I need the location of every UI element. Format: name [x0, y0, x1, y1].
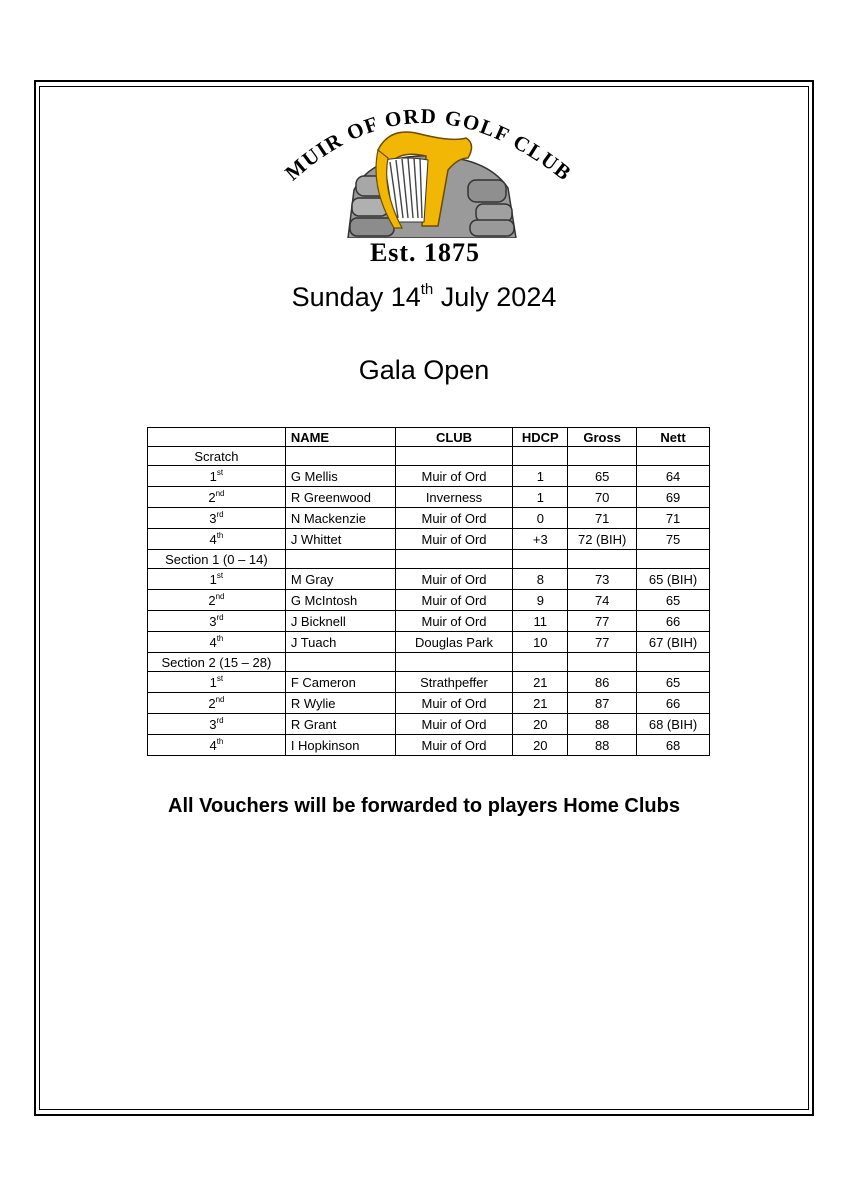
nett-score: 68 — [637, 735, 710, 756]
position-suffix: rd — [216, 509, 224, 519]
header-position — [148, 428, 286, 447]
position-suffix: st — [216, 467, 224, 477]
empty-cell — [568, 447, 637, 466]
position-cell — [148, 529, 286, 550]
club-name: Muir of Ord — [395, 508, 513, 529]
section-title: Section 2 (15 – 28) — [148, 653, 286, 672]
gross-score: 70 — [568, 487, 637, 508]
empty-cell — [637, 550, 710, 569]
position-number: 3 — [209, 510, 217, 526]
handicap: 9 — [513, 590, 568, 611]
event-date — [0, 282, 848, 313]
position-number: 4 — [209, 634, 217, 650]
handicap: +3 — [513, 529, 568, 550]
club-name: Muir of Ord — [395, 714, 513, 735]
club-logo — [270, 98, 580, 273]
empty-cell — [513, 550, 568, 569]
table-row — [148, 569, 710, 590]
nett-score: 75 — [637, 529, 710, 550]
position-suffix: nd — [215, 591, 225, 601]
position-suffix: nd — [215, 694, 225, 704]
empty-cell — [637, 653, 710, 672]
position-cell — [148, 672, 286, 693]
player-name: R Wylie — [285, 693, 395, 714]
position-number: 1 — [209, 674, 217, 690]
position-cell — [148, 466, 286, 487]
club-name: Strathpeffer — [395, 672, 513, 693]
gross-score: 88 — [568, 735, 637, 756]
player-name: N Mackenzie — [285, 508, 395, 529]
gross-score: 71 — [568, 508, 637, 529]
nett-score: 66 — [637, 693, 710, 714]
results-table — [147, 427, 710, 756]
position-cell — [148, 735, 286, 756]
gross-score: 86 — [568, 672, 637, 693]
club-name: Muir of Ord — [395, 693, 513, 714]
position-number: 4 — [209, 737, 217, 753]
club-name: Muir of Ord — [395, 466, 513, 487]
position-suffix: st — [216, 673, 224, 683]
player-name: I Hopkinson — [285, 735, 395, 756]
empty-cell — [637, 447, 710, 466]
event-title: Gala Open — [358, 355, 490, 385]
position-cell — [148, 714, 286, 735]
established-label: Est. 1875 — [369, 238, 481, 267]
date-rest: July 2024 — [433, 282, 557, 312]
handicap: 8 — [513, 569, 568, 590]
gross-score: 77 — [568, 632, 637, 653]
position-cell — [148, 590, 286, 611]
club-name: Douglas Park — [395, 632, 513, 653]
empty-cell — [285, 550, 395, 569]
empty-cell — [395, 447, 513, 466]
player-name: J Whittet — [285, 529, 395, 550]
position-number: 3 — [209, 716, 217, 732]
position-number: 2 — [208, 695, 216, 711]
table-row — [148, 508, 710, 529]
nett-score: 68 (BIH) — [637, 714, 710, 735]
nett-score: 65 — [637, 590, 710, 611]
position-number: 4 — [209, 531, 217, 547]
nett-score: 67 (BIH) — [637, 632, 710, 653]
position-suffix: st — [216, 570, 224, 580]
nett-score: 66 — [637, 611, 710, 632]
empty-cell — [395, 550, 513, 569]
position-cell — [148, 693, 286, 714]
position-suffix: th — [216, 530, 224, 540]
handicap: 0 — [513, 508, 568, 529]
table-row — [148, 611, 710, 632]
position-cell — [148, 508, 286, 529]
position-suffix: rd — [216, 612, 224, 622]
club-name: Muir of Ord — [395, 735, 513, 756]
handicap: 1 — [513, 487, 568, 508]
position-number: 1 — [209, 468, 217, 484]
position-number: 1 — [209, 571, 217, 587]
gross-score: 73 — [568, 569, 637, 590]
position-cell — [148, 569, 286, 590]
gross-score: 87 — [568, 693, 637, 714]
player-name: R Greenwood — [285, 487, 395, 508]
player-name: J Tuach — [285, 632, 395, 653]
club-name: Muir of Ord — [395, 529, 513, 550]
date-day: Sunday 14 — [291, 282, 421, 312]
vouchers-note: All Vouchers will be forwarded to players Home Clubs — [168, 795, 680, 817]
table-row — [148, 735, 710, 756]
club-name: Muir of Ord — [395, 569, 513, 590]
table-row — [148, 529, 710, 550]
position-suffix: th — [216, 736, 224, 746]
nett-score: 65 (BIH) — [637, 569, 710, 590]
gross-score: 77 — [568, 611, 637, 632]
header-nett: Nett — [637, 428, 710, 447]
position-cell — [148, 632, 286, 653]
club-name: Muir of Ord — [395, 590, 513, 611]
handicap: 1 — [513, 466, 568, 487]
nett-score: 65 — [637, 672, 710, 693]
header-gross: Gross — [568, 428, 637, 447]
position-cell — [148, 611, 286, 632]
table-row — [148, 693, 710, 714]
position-suffix: th — [216, 633, 224, 643]
position-suffix: rd — [216, 715, 224, 725]
gross-score: 72 (BIH) — [568, 529, 637, 550]
empty-cell — [395, 653, 513, 672]
handicap: 11 — [513, 611, 568, 632]
position-suffix: nd — [215, 488, 225, 498]
player-name: G McIntosh — [285, 590, 395, 611]
handicap: 20 — [513, 735, 568, 756]
results-body — [148, 447, 710, 756]
player-name: G Mellis — [285, 466, 395, 487]
player-name: R Grant — [285, 714, 395, 735]
table-row — [148, 632, 710, 653]
player-name: F Cameron — [285, 672, 395, 693]
club-name: Inverness — [395, 487, 513, 508]
date-suffix: th — [420, 281, 434, 298]
empty-cell — [568, 550, 637, 569]
handicap: 20 — [513, 714, 568, 735]
club-name: Muir of Ord — [395, 611, 513, 632]
empty-cell — [285, 653, 395, 672]
table-row — [148, 714, 710, 735]
section-row — [148, 653, 710, 672]
gross-score: 74 — [568, 590, 637, 611]
empty-cell — [513, 653, 568, 672]
gross-score: 88 — [568, 714, 637, 735]
section-row — [148, 447, 710, 466]
position-cell — [148, 487, 286, 508]
handicap: 21 — [513, 693, 568, 714]
header-name: NAME — [285, 428, 395, 447]
empty-cell — [568, 653, 637, 672]
nett-score: 71 — [637, 508, 710, 529]
player-name: J Bicknell — [285, 611, 395, 632]
club-logo-graphic — [270, 98, 580, 238]
table-row — [148, 590, 710, 611]
position-number: 3 — [209, 613, 217, 629]
club-name-arc: MUIR OF ORD GOLF CLUB — [280, 103, 577, 186]
empty-cell — [513, 447, 568, 466]
player-name: M Gray — [285, 569, 395, 590]
header-hdcp: HDCP — [513, 428, 568, 447]
section-title: Section 1 (0 – 14) — [148, 550, 286, 569]
empty-cell — [285, 447, 395, 466]
handicap: 21 — [513, 672, 568, 693]
nett-score: 69 — [637, 487, 710, 508]
section-title: Scratch — [148, 447, 286, 466]
header-club: CLUB — [395, 428, 513, 447]
section-row — [148, 550, 710, 569]
position-number: 2 — [208, 489, 216, 505]
table-row — [148, 672, 710, 693]
table-header-row — [148, 428, 710, 447]
table-row — [148, 487, 710, 508]
nett-score: 64 — [637, 466, 710, 487]
position-number: 2 — [208, 592, 216, 608]
table-row — [148, 466, 710, 487]
handicap: 10 — [513, 632, 568, 653]
gross-score: 65 — [568, 466, 637, 487]
